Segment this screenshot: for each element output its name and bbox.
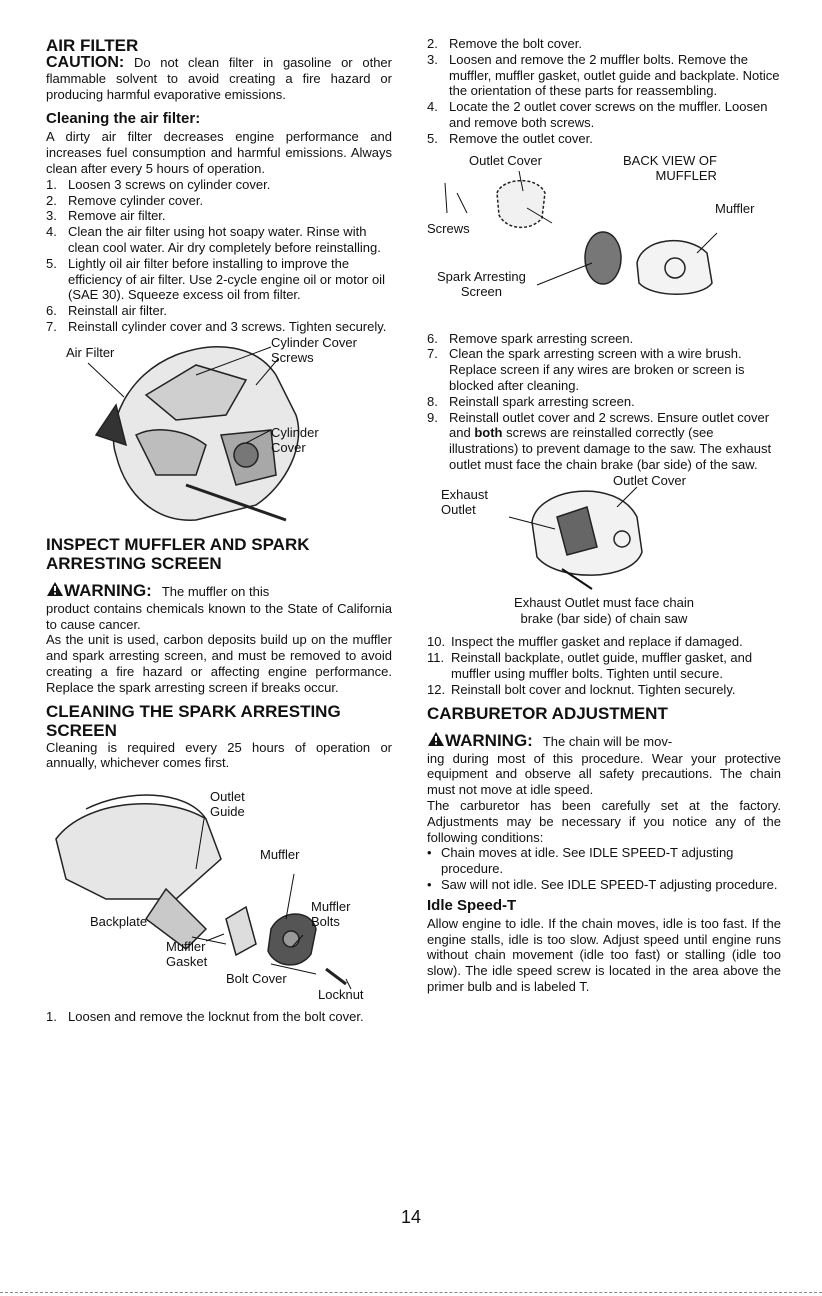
list-item: 3. Loosen and remove the 2 muffler bolts. Remove the muffler, muffler gasket, outlet guide and backplate. Notice the orientation of these parts for reassembling. [427,51,780,99]
label-muffler-gasket: Muffler Gasket [166,939,208,970]
label-exhaust-outlet: Exhaust Outlet [441,486,488,517]
caution-label: CAUTION: [46,54,125,71]
carburetor-paragraph: The carburetor has been carefully set at the factory. Adjustments may be necessary if you notice any of the following conditions: [427,797,781,845]
label-outlet-guide: Outlet Guide [210,789,245,820]
warning-first-line: The muffler on this [161,583,270,599]
warning-text: product contains chemicals known to the State of California to cause cancer. [46,600,392,632]
page-number: 14 [400,1207,422,1227]
list-item: 12. Reinstall bolt cover and locknut. Tighten securely. [427,681,736,697]
air-filter-steps [46,177,392,335]
list-item: 4. Locate the 2 outlet cover screws on the muffler. Loosen and remove both screws. [427,99,768,130]
steps-c [427,634,781,697]
list-item: 7. Clean the spark arresting screen with a wire brush. Replace screen if any wires are broken or screen is blocked after cleaning. [427,346,745,393]
muffler-back-illustration [427,153,781,331]
carburetor-warning-block [427,731,781,751]
exhaust-caption: Exhaust Outlet must face chain brake (bar side) of chain saw [514,594,694,626]
idle-speed-title: Idle Speed-T [427,896,517,914]
caution-text: Do not clean filter in gasoline or other flammable solvent to avoid creating a fire hazard or producing harmful evaporative emissions. [46,55,392,102]
warning-icon [427,731,445,747]
list-item: 8. Reinstall spark arresting screen. [427,393,635,409]
label-muffler: Muffler [260,847,300,863]
warning-block [46,581,392,601]
warning-label: WARNING: [64,580,152,600]
label-outlet-cover-2: Outlet Cover [613,472,686,488]
air-filter-title: AIR FILTER [46,36,139,55]
carburetor-title: CARBURETOR ADJUSTMENT [427,703,668,723]
idle-speed-text: Allow engine to idle. If the chain moves, idle is too fast. If the engine stalls, idle is too slow. Adjust speed until engine runs without chain movement (idle too fast) or stalling (idle too slow). The idle speed screw is located in the area above the primer bulb and is labeled T. [427,915,781,994]
cleaning-spark-text: Cleaning is required every 25 hours of operation or annually, whichever comes first. [46,739,392,771]
label-bolt-cover: Bolt Cover [226,971,287,987]
cleaning-air-filter-text: A dirty air filter decreases engine performance and increases fuel consumption and harmful emissions. Always clean after every 5 hours of operation. [46,129,392,176]
label-outlet-cover: Outlet Cover [469,152,542,168]
left-column [46,36,392,1025]
label-spark-screen: Spark Arresting Screen [437,268,526,299]
caution-paragraph [46,55,392,102]
air-filter-figure [46,335,392,523]
right-column [427,36,781,995]
inspect-muffler-title: INSPECT MUFFLER AND SPARK ARRESTING SCREEN [46,534,310,573]
label-air-filter: Air Filter [66,344,115,360]
list-item: 11. Reinstall backplate, outlet guide, muffler gasket, and muffler using muffler bolts. Tighten until secure. [427,650,753,681]
label-cylinder-cover: Cylinder Cover [271,424,319,455]
list-item: 2. Remove cylinder cover. [46,192,204,208]
list-item: • Chain moves at idle. See IDLE SPEED-T adjusting procedure. [427,845,781,877]
muffler-exploded-figure [46,779,392,1009]
list-item: 9. Reinstall outlet cover and 2 screws. Ensure outlet cover and both screws are reinstalled correctly (see illustrations) to prevent damage to the saw. The exhaust outlet must face the chain brake (bar side) of the saw. [427,409,772,472]
carburetor-warning-text: ing during most of this procedure. Wear your protective equipment and observe all safety precautions. The chain must not move at idle speed. [427,750,781,798]
steps-b [427,331,781,473]
carburetor-bullets [427,845,781,892]
cleaning-spark-title: CLEANING THE SPARK ARRESTING SCREEN [46,701,341,740]
label-screws: Screws [427,220,470,236]
warning-icon [46,581,64,597]
list-item: 1. Loosen and remove the locknut from the bolt cover. [46,1009,364,1025]
carburetor-warning-label: WARNING: [445,730,533,750]
list-item: 6. Reinstall air filter. [46,303,167,319]
label-muffler-bolts: Muffler Bolts [311,899,351,930]
list-item: 5. Remove the outlet cover. [427,130,593,146]
label-backplate: Backplate [90,914,148,930]
steps-a [427,36,781,147]
inspect-paragraph: As the unit is used, carbon deposits build up on the muffler and spark arresting screen, and must be removed to avoid creating a fire hazard or affecting engine performance. Replace the spark arresting screen if breaks occur. [46,632,392,695]
carburetor-warning-first-line: The chain will be mov- [542,733,673,749]
page-bottom-divider [0,1292,822,1293]
exhaust-outlet-figure [427,472,781,595]
back-view-muffler-figure [427,153,781,331]
list-item: 6. Remove spark arresting screen. [427,330,634,346]
list-item: 4. Clean the air filter using hot soapy water. Rinse with clean cool water. Air dry completely before reinstalling. [46,224,381,255]
label-cylinder-cover-screws: Cylinder Cover Screws [271,334,357,365]
label-back-view: BACK VIEW OF MUFFLER [623,152,717,183]
cleaning-air-filter-title: Cleaning the air filter: [46,110,201,128]
list-item: 3. Remove air filter. [46,208,166,224]
list-item: • Saw will not idle. See IDLE SPEED-T adjusting procedure. [427,877,781,893]
cleaning-spark-steps [46,1009,392,1025]
list-item: 10. Inspect the muffler gasket and replace if damaged. [427,634,743,650]
list-item: 2. Remove the bolt cover. [427,36,582,51]
label-locknut: Locknut [318,987,364,1003]
list-item: 5. Lightly oil air filter before installing to improve the efficiency of air filter. Use 2-cycle engine oil or motor oil (SAE 30). Squeeze excess oil from filter. [46,255,385,303]
list-item: 7. Reinstall cylinder cover and 3 screws. Tighten securely. [46,318,387,334]
label-muffler-right: Muffler [715,200,755,216]
list-item: 1. Loosen 3 screws on cylinder cover. [46,176,271,192]
